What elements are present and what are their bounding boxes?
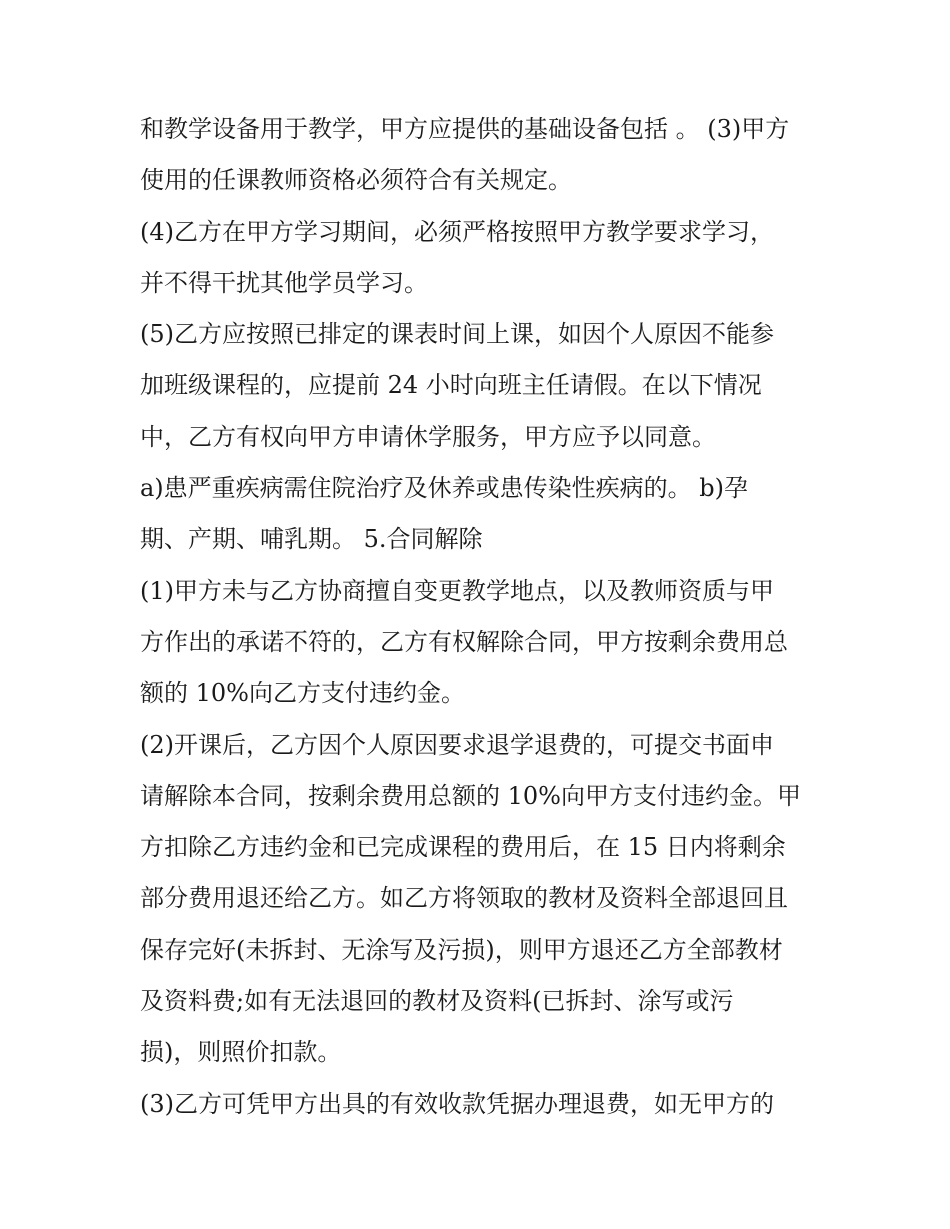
text-line-16: 部分费用退还给乙方。如乙方将领取的教材及资料全部退回且 bbox=[140, 884, 788, 913]
text-line-10: (1)甲方未与乙方协商擅自变更教学地点，以及教师资质与甲 bbox=[140, 576, 774, 605]
text-line-20: (3)乙方可凭甲方出具的有效收款凭据办理退费，如无甲方的 bbox=[140, 1089, 774, 1118]
text-line-14: 请解除本合同，按剩余费用总额的 10%向甲方支付违约金。甲 bbox=[140, 781, 801, 810]
text-line-19: 损)，则照价扣款。 bbox=[140, 1038, 342, 1067]
text-line-7: 中，乙方有权向甲方申请休学服务，甲方应予以同意。 bbox=[140, 422, 716, 451]
text-line-9: 期、产期、哺乳期。 5.合同解除 bbox=[140, 525, 483, 554]
text-line-15: 方扣除乙方违约金和已完成课程的费用后，在 15 日内将剩余 bbox=[140, 833, 786, 862]
text-line-2: 使用的任课教师资格必须符合有关规定。 bbox=[140, 166, 572, 195]
text-line-3: (4)乙方在甲方学习期间，必须严格按照甲方教学要求学习， bbox=[140, 217, 774, 246]
text-line-18: 及资料费;如有无法退回的教材及资料(已拆封、涂写或污 bbox=[140, 987, 734, 1016]
text-line-17: 保存完好(未拆封、无涂写及污损)，则甲方退还乙方全部教材 bbox=[140, 935, 783, 964]
text-line-13: (2)开课后，乙方因个人原因要求退学退费的，可提交书面申 bbox=[140, 730, 774, 759]
text-line-6: 加班级课程的，应提前 24 小时向班主任请假。在以下情况 bbox=[140, 371, 762, 400]
contract-text-body bbox=[140, 104, 830, 1130]
text-line-1: 和教学设备用于教学，甲方应提供的基础设备包括 。 (3)甲方 bbox=[140, 115, 790, 143]
text-line-11: 方作出的承诺不符的，乙方有权解除合同，甲方按剩余费用总 bbox=[140, 627, 788, 656]
text-line-4: 并不得干扰其他学员学习。 bbox=[140, 268, 428, 297]
text-line-8: a)患严重疾病需住院治疗及休养或患传染性疾病的。 b)孕 bbox=[140, 474, 749, 503]
text-line-12: 额的 10%向乙方支付违约金。 bbox=[140, 679, 465, 708]
text-line-5: (5)乙方应按照已排定的课表时间上课，如因个人原因不能参 bbox=[140, 320, 774, 349]
